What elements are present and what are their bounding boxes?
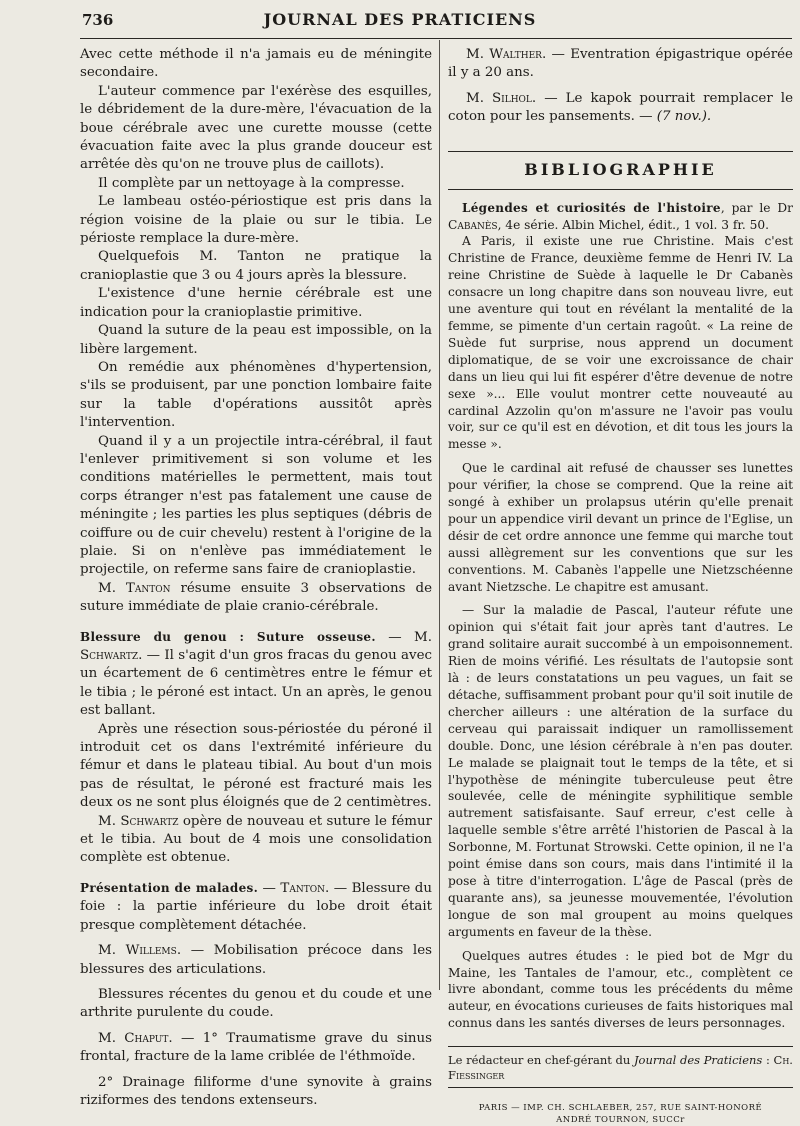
author-name: M. Chaput <box>98 1030 169 1046</box>
right-column <box>448 46 793 1126</box>
paragraph: A Paris, il existe une rue Christine. Mais c'est Christine de France, deuxième femme de Henri IV. La reine Christine de Suède à laquelle le Dr Cabanès consacre un long chapitre dans son nouveau livre, eut une aventure qui tout en révélant la mentalité de la femme, se pimente d'un certain ragoût. « La reine de Suède fut surprise, nous apprend un document diplomatique, de se voir une excroissance de chair dans un lieu qui lui fit espérer d'être devenue de notre sexe »... Elle voulut montrer cette nouveauté au cardinal Azzolin qu'on m'assure ne l'avoir pas voulu voir, sur ce qu'il est en dévotion, et dit tous les jours la messe ». <box>448 234 793 452</box>
rule <box>448 151 793 152</box>
book-details: , 4e série. Albin Michel, édit., 1 vol. 3 fr. 50. <box>497 217 770 232</box>
separator: — M. <box>375 629 433 645</box>
author-name: M. Silhol <box>466 90 532 106</box>
column-divider <box>439 40 440 990</box>
bibliography-banner <box>448 145 793 193</box>
paragraph <box>448 90 793 127</box>
book-reference <box>448 200 793 234</box>
editor-prefix: Le rédacteur en chef-gérant du <box>448 1053 634 1068</box>
book-title: Légendes et curiosités de l'histoire <box>462 200 721 215</box>
footer <box>448 1046 793 1126</box>
paragraph-text: . — Blessure du foie : la partie inférieure du lobe droit était presque complètement détachée. <box>80 880 432 933</box>
editor-name: : Ch. Fiessinger <box>448 1053 793 1083</box>
paragraph: Avec cette méthode il n'a jamais eu de méningite secondaire. <box>80 47 432 81</box>
author-name: Schwartz <box>80 648 139 663</box>
paragraph-text: . — Mobilisation précoce dans les blessures des articulations. <box>80 943 433 977</box>
author-name: M. Walther <box>466 47 542 62</box>
paragraph: Le lambeau ostéo-périostique est pris dans la région voisine de la plaie ou sur le tibia. Le périoste remplace la dure-mère. <box>80 194 432 247</box>
paragraph: Après une résection sous-périostée du péroné il introduit cet os dans l'extrémité inférieure du fémur et dans le plateau tibial. Au bout d'un mois pas de résultat, le péroné est fracturé mais les deux os ne sont plus éloignés que de 2 centimètres. <box>80 721 432 811</box>
paragraph-text: . — 1° Traumatisme grave du sinus frontal, fracture de la lame criblée de l'éthmoïde. <box>80 1030 432 1065</box>
bibliography-title: BIBLIOGRAPHIE <box>524 159 717 179</box>
paragraph: 2° Drainage filiforme d'une synovite à grains riziformes des tendons extenseurs. <box>80 1074 432 1108</box>
book-by: , par le Dr <box>720 200 793 215</box>
rule <box>448 1046 793 1047</box>
paragraph <box>80 813 432 868</box>
paragraph: Quand il y a un projectile intra-cérébral, il faut l'enlever primitivement si son volume et les conditions matérielles le permettent, mais tout corps étranger n'est pas fatalement une cause de méningite ; les parties les plus septiques (débris de coiffure ou de cuir chevelu) restent à l'origine de la plaie. Si on n'enlève pas immédiatement le projectile, on referme sans faire de cranioplastie. <box>80 433 432 578</box>
paragraph: — Sur la maladie de Pascal, l'auteur réfute une opinion qui s'était fait jour après tant d'autres. Le grand solitaire aurait succombé à un empoisonnement. Rien de moins vérifié. Les résultats de l'autopsie sont là : de leurs constatations un peu vagues, un fait se détache, suffisamment probant pour qu'il soit inutile de chercher ailleurs : une altération de la surface du cerveau qui paraissait indiquer un ramollissement double. Donc, une lésion cérébrale à n'en pas douter. Le malade se plaignait tout le temps de la tête, et si l'hypothèse de méningite tuberculeuse peut être soulevée, celle de méningite syphilitique semble autrement satisfaisante. Sauf erreur, c'est celle à laquelle semble s'être arrêté l'historien de Pascal à la Sorbonne, M. Fortunat Strowski. Cette opinion, il ne l'a point émise dans son cours, mais dans l'intimité il la pose à titre d'interrogation. L'âge de Pascal (près de quarante ans), sa jeunesse mouvementée, l'évolution longue de son mal groupent au moins quelques arguments en faveur de la thèse. <box>448 603 793 939</box>
paragraph-text: . — Le kapok pourrait remplacer le coton pour les pansements. — <box>448 90 793 125</box>
paragraph <box>80 580 432 617</box>
paragraph: Quelquefois M. Tanton ne pratique la cranioplastie que 3 ou 4 jours après la blessure. <box>80 249 432 283</box>
paragraph: Il complète par un nettoyage à la compresse. <box>98 175 405 191</box>
paragraph <box>80 942 432 979</box>
header-rule <box>80 38 792 39</box>
paragraph-text: . — Il s'agit d'un gros fracas du genou avec un écartement de 6 centimètres entre le fémur et le tibia ; le péroné est intact. Un an après, le genou est ballant. <box>80 648 432 719</box>
journal-name: Journal des Praticiens <box>633 1053 763 1068</box>
left-column <box>80 46 432 1110</box>
printer-line: PARIS — IMP. CH. SCHLAEBER, 257, RUE SAINT-HONORÉ <box>478 1103 763 1114</box>
author-name: Tanton <box>280 880 325 896</box>
book-author: Cabanès <box>448 217 498 232</box>
rule <box>448 189 793 190</box>
paragraph: L'auteur commence par l'exérèse des esquilles, le débridement de la dure-mère, l'évacuation de la boue cérébrale avec une curette mousse (cette évacuation faite avec la plus grande douceur est arrêtée dès qu'on ne trouve plus de caillots). <box>80 83 432 173</box>
paragraph: Blessures récentes du genou et du coude et une arthrite purulente du coude. <box>80 986 432 1021</box>
author-name: M. Willems <box>98 943 177 959</box>
printer-line: ANDRÉ TOURNON, SUCCr <box>556 1115 685 1126</box>
journal-title: JOURNAL DES PRATICIENS <box>263 10 537 29</box>
author-name: M. Tanton <box>98 580 171 596</box>
bibliography-entry <box>448 200 793 1033</box>
author-name: M. Schwartz <box>98 813 179 829</box>
paragraph <box>448 46 793 83</box>
date: (7 nov.). <box>656 109 712 125</box>
separator: — <box>258 880 281 896</box>
section-heading: Présentation de malades. <box>80 880 259 895</box>
paragraph <box>80 1030 432 1067</box>
editor-line <box>448 1053 793 1083</box>
paragraph: Quelques autres études : le pied bot de Mgr du Maine, les Tantales de l'amour, etc., complètent ce livre abondant, comme tous les précédents du même auteur, en évocations curieuses de faits historiques mal connus dans les santés diverses de leurs personnages. <box>448 948 793 1031</box>
paragraph-text: résume ensuite 3 observations de suture immédiate de plaie cranio-cérébrale. <box>80 580 432 615</box>
paragraph: Quand la suture de la peau est impossible, on la libère largement. <box>80 323 432 357</box>
page-number: 736 <box>82 11 114 29</box>
paragraph: L'existence d'une hernie cérébrale est une indication pour la cranioplastie primitive. <box>80 286 432 320</box>
paragraph-text: . — Eventration épigastrique opérée il y a 20 ans. <box>448 47 793 81</box>
paragraph: On remédie aux phénomènes d'hypertension, s'ils se produisent, par une ponction lombaire faite sur la table d'opérations aussitôt après l'intervention. <box>80 359 432 431</box>
section-paragraph <box>80 628 432 721</box>
section-paragraph <box>80 879 432 935</box>
page-header <box>0 8 800 38</box>
paragraph-text: opère de nouveau et suture le fémur et le tibia. Au bout de 4 mois une consolidation complète est obtenue. <box>80 813 432 866</box>
rule <box>448 1087 793 1088</box>
paragraph: Que le cardinal ait refusé de chausser ses lunettes pour vérifier, la chose se comprend. Que la reine ait songé à exhiber un prolapsus utérin qu'elle prenait pour un appendice viril devant un prince de l'Eglise, un désir de cet ordre annonce une femme qui marche tout aussi allègrement sur les conventions que sur les conventions. M. Cabanès l'appelle une Nietzschéenne avant Nietzsche. Le chapitre est amusant. <box>448 461 793 594</box>
section-heading: Blessure du genou : Suture osseuse. <box>80 629 376 644</box>
